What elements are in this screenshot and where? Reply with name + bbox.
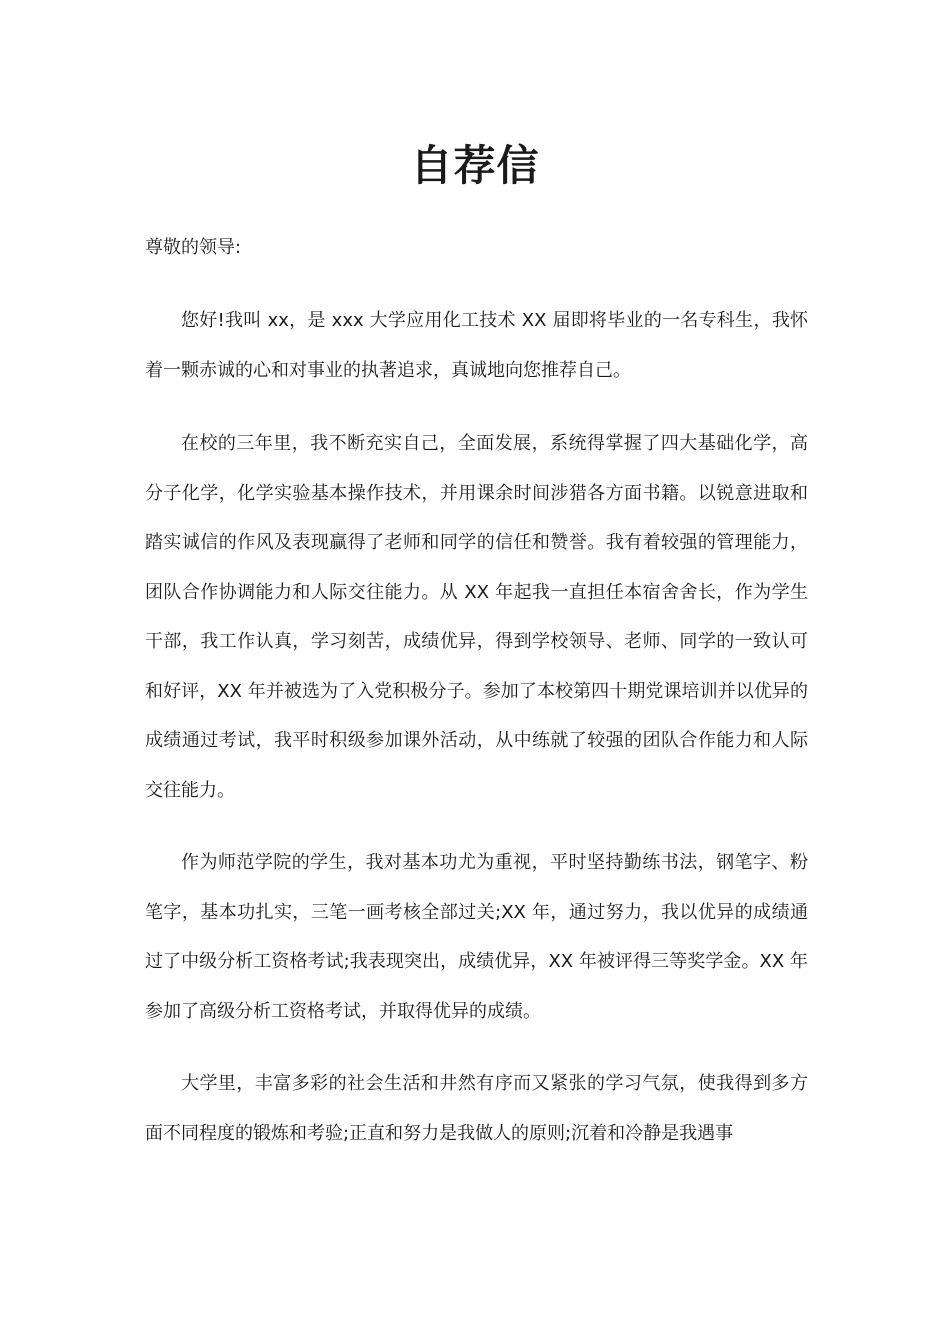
salutation: 尊敬的领导:	[145, 237, 242, 258]
paragraph-university: 大学里，丰富多彩的社会生活和井然有序而又紧张的学习气氛，使我得到多方面不同程度的锻炼和考验;正直和努力是我做人的原则;沉着和冷静是我遇事	[145, 1073, 808, 1144]
paragraph-basic-skills: 作为师范学院的学生，我对基本功尤为重视，平时坚持勤练书法，钢笔字、粉笔字，基本功扎实，三笔一画考核全部过关;XX 年，通过努力，我以优异的成绩通过了中级分析工资格考试;我表现突出，成绩优异，XX 年被评得三等奖学金。XX 年参加了高级分析工资格考试，并取得优异的成绩。	[145, 852, 808, 1022]
paragraph-greeting: 您好!我叫 xx，是 xxx 大学应用化工技术 XX 届即将毕业的一名专科生，我怀着一颗赤诚的心和对事业的执著追求，真诚地向您推荐自己。	[145, 310, 808, 381]
document-title: 自荐信	[410, 141, 540, 190]
paragraph-school-life: 在校的三年里，我不断充实自己，全面发展，系统得掌握了四大基础化学，高分子化学，化学实验基本操作技术，并用课余时间涉猎各方面书籍。以锐意进取和踏实诚信的作风及表现赢得了老师和同学的信任和赞誉。我有着较强的管理能力，团队合作协调能力和人际交往能力。从 XX 年起我一直担任本宿舍舍长，作为学生干部，我工作认真，学习刻苦，成绩优异，得到学校领导、老师、同学的一致认可和好评，XX 年并被选为了入党积极分子。参加了本校第四十期党课培训并以优异的成绩通过考试，我平时积级参加课外活动，从中练就了较强的团队合作能力和人际交往能力。	[145, 433, 808, 801]
